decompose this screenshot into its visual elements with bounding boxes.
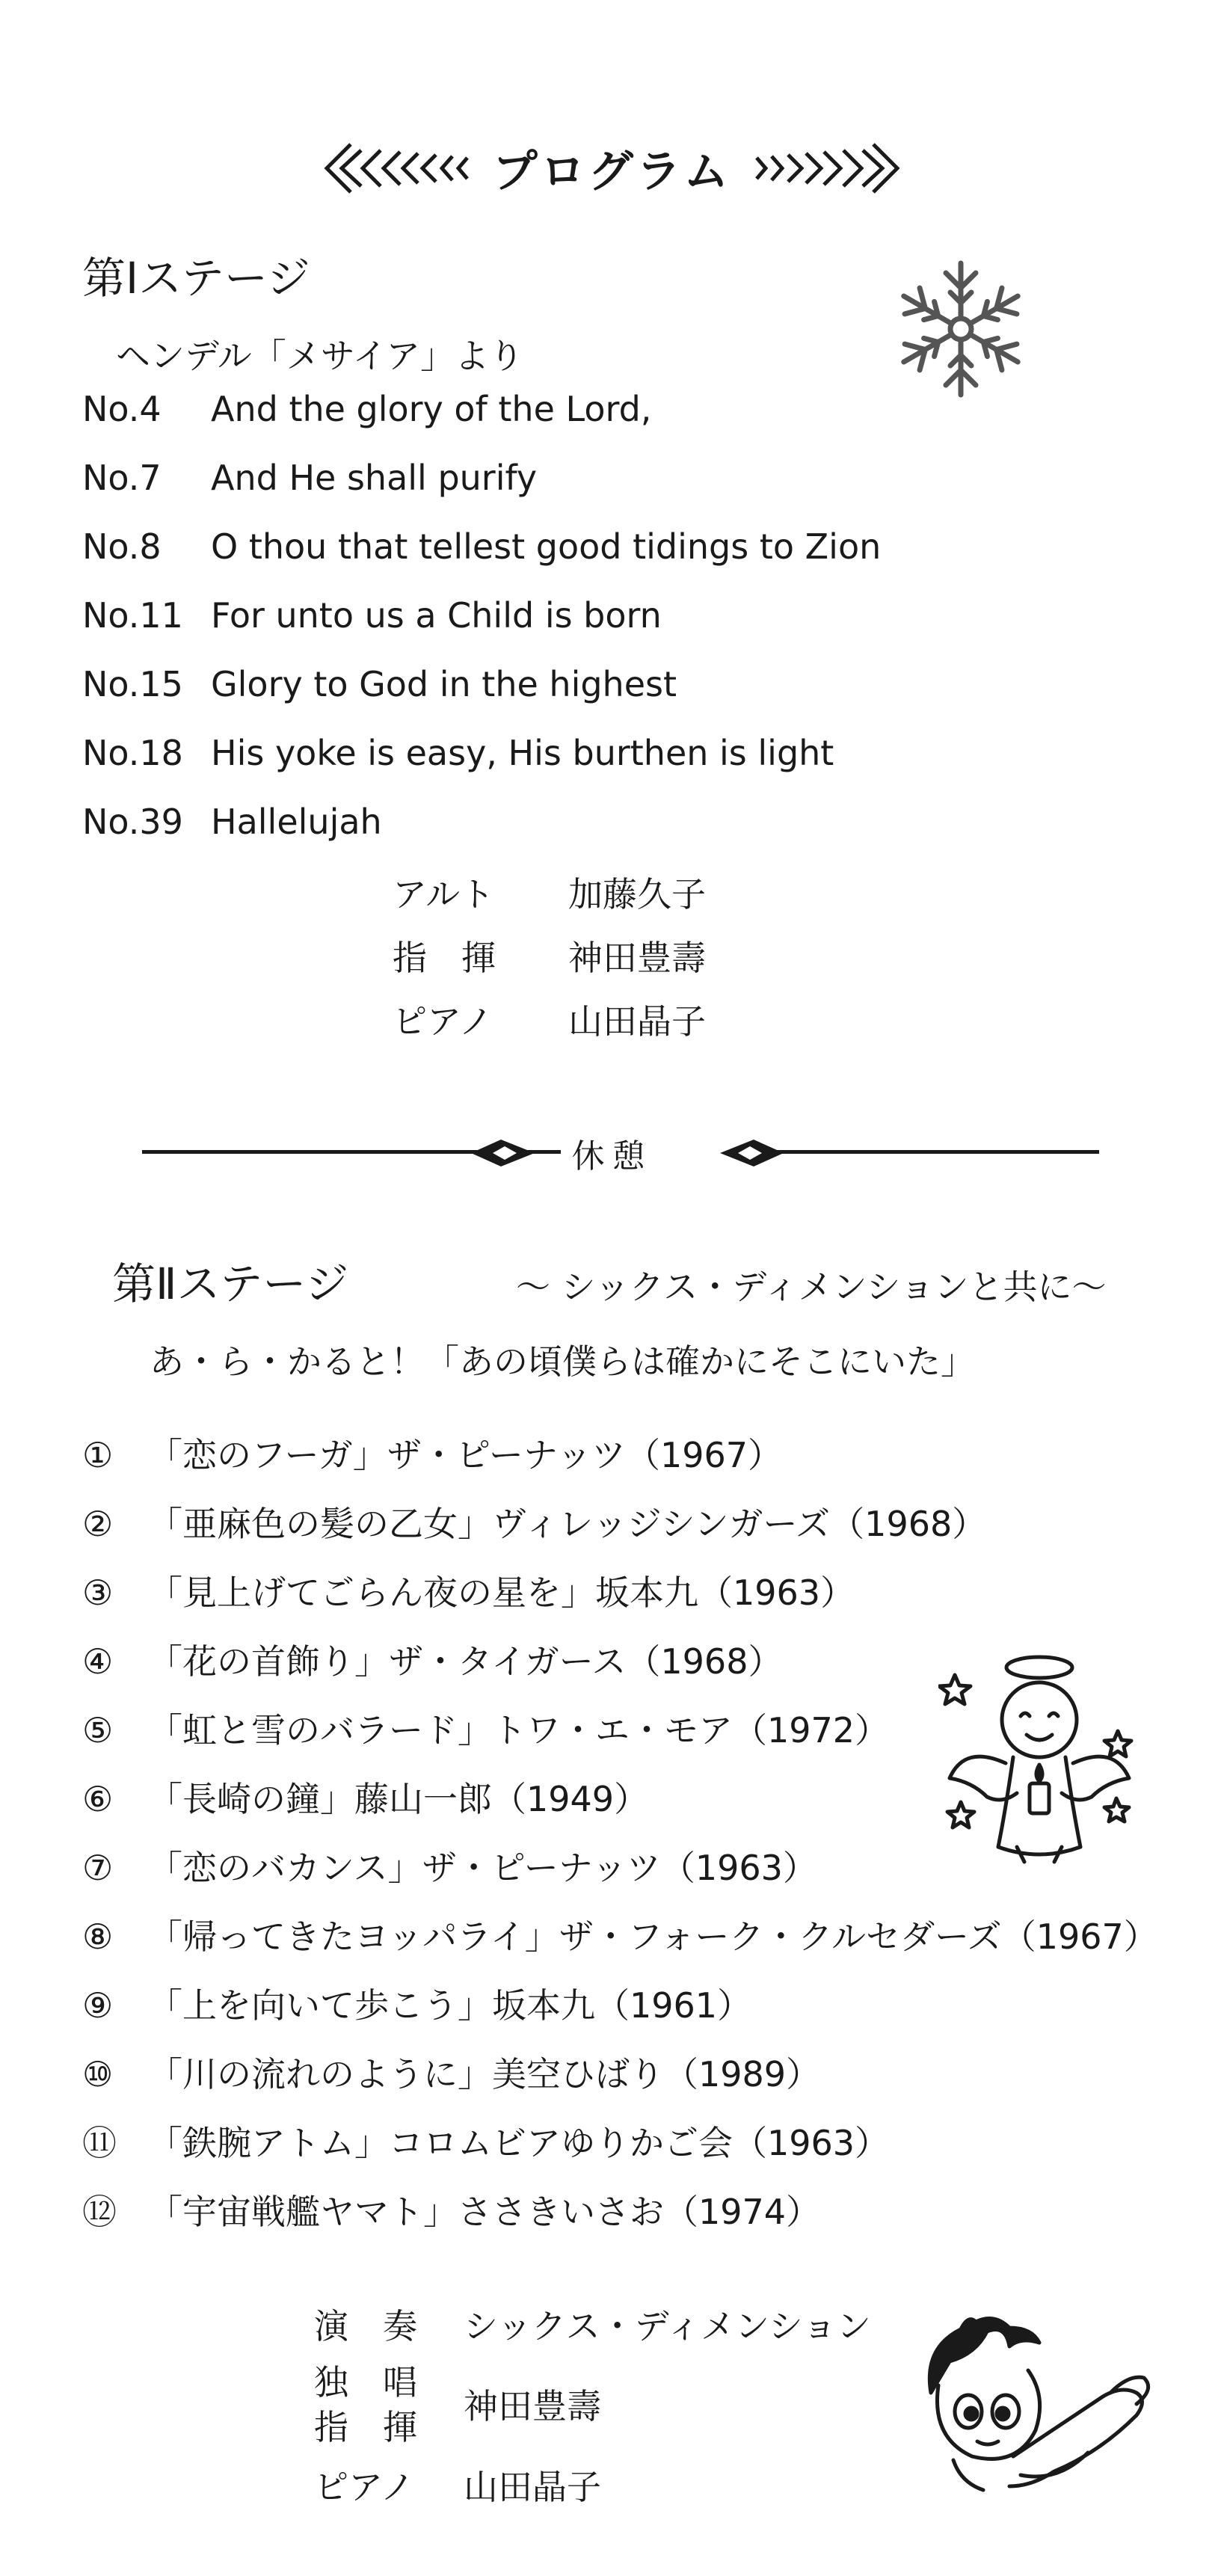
- item-title: And the glory of the Lord,: [211, 389, 652, 429]
- list-item: [82, 1497, 986, 1546]
- item-number: No.7: [82, 458, 162, 498]
- list-item: [82, 1428, 782, 1478]
- conductor-credit-role: [314, 2400, 464, 2450]
- credit-role: アルト: [393, 874, 495, 914]
- list-item: [82, 1841, 817, 1890]
- song-number: ⑨: [82, 1985, 114, 2026]
- song-number: ⑧: [82, 1916, 114, 1957]
- list-item: [82, 802, 382, 842]
- song-number: ⑦: [82, 1848, 114, 1888]
- list-item: [82, 1910, 1158, 1959]
- credit-name: 加藤久子: [568, 874, 706, 914]
- song-text: 「亜麻色の髪の乙女」ヴィレッジシンガーズ（1968）: [148, 1504, 987, 1544]
- intermission-label: 休憩: [571, 1137, 653, 1175]
- song-text: 「上を向いて歩こう」坂本九（1961）: [148, 1985, 752, 2026]
- song-number: ①: [82, 1435, 114, 1475]
- credit-role: 指 揮: [393, 938, 496, 978]
- item-title: Hallelujah: [211, 802, 382, 842]
- item-title: Glory to God in the highest: [211, 664, 677, 704]
- song-text: 「虹と雪のバラード」トワ・エ・モア（1972）: [148, 1710, 890, 1750]
- stage2-heading: 第Ⅱステージ: [112, 1258, 349, 1309]
- item-number: No.11: [82, 595, 183, 636]
- divider-line-right: [770, 1150, 1099, 1154]
- item-number: No.18: [82, 733, 183, 773]
- list-item: [82, 1566, 855, 1615]
- song-text: 「帰ってきたヨッパライ」ザ・フォーク・クルセダーズ（1967）: [148, 1916, 1158, 1957]
- song-text: 「川の流れのように」美空ひばり（1989）: [148, 2054, 821, 2094]
- credit-name: シックス・ディメンション: [464, 2306, 871, 2346]
- song-number: ⑤: [82, 1710, 114, 1750]
- astro-boy-icon: [908, 2311, 1155, 2530]
- song-text: 「恋のバカンス」ザ・ピーナッツ（1963）: [148, 1848, 817, 1888]
- list-item: [82, 1979, 751, 2028]
- list-item: [82, 1772, 648, 1822]
- angel-icon: [938, 1645, 1140, 1872]
- divider-diamond-icon: [716, 1137, 787, 1172]
- song-number: ④: [82, 1641, 114, 1682]
- list-item: [82, 2116, 889, 2165]
- song-number: ⑫: [82, 2192, 117, 2232]
- list-item: [82, 664, 677, 704]
- credit-role: 独 唱: [314, 2362, 417, 2403]
- program-title: プログラム: [492, 146, 732, 198]
- song-number: ②: [82, 1504, 114, 1544]
- credit-name: 神田豊壽: [464, 2386, 601, 2426]
- song-number: ⑩: [82, 2054, 114, 2094]
- credit-alto: [393, 867, 706, 917]
- credit-name: 神田豊壽: [568, 938, 706, 978]
- song-number: ⑪: [82, 2123, 117, 2163]
- credit-role: 演 奏: [314, 2306, 417, 2346]
- credit-conductor: [393, 931, 706, 980]
- list-item: [82, 2185, 820, 2234]
- list-item: [82, 389, 651, 429]
- credit-name: 山田晶子: [464, 2467, 601, 2507]
- item-number: No.39: [82, 802, 183, 842]
- chevrons-left-icon: [321, 138, 470, 198]
- song-text: 「花の首飾り」ザ・タイガース（1968）: [148, 1641, 783, 1682]
- song-text: 「見上げてごらん夜の星を」坂本九（1963）: [148, 1573, 855, 1613]
- item-title: His yoke is easy, His burthen is light: [211, 733, 834, 773]
- item-number: No.4: [82, 389, 162, 429]
- item-number: No.15: [82, 664, 183, 704]
- list-item: [82, 1703, 889, 1753]
- stage1-heading: 第Ⅰステージ: [82, 253, 310, 304]
- song-number: ③: [82, 1573, 114, 1613]
- credit-role: ピアノ: [314, 2467, 415, 2507]
- list-item: [82, 526, 881, 567]
- snowflake-icon: [886, 254, 1036, 407]
- list-item: [82, 458, 537, 498]
- credit-role: ピアノ: [393, 1001, 493, 1042]
- credit-role: 指 揮: [314, 2407, 417, 2447]
- piano-credit: [314, 2460, 601, 2509]
- solo-credit-role: [314, 2355, 464, 2405]
- list-item: [82, 2047, 820, 2097]
- item-number: No.8: [82, 526, 162, 567]
- list-item: [82, 733, 834, 773]
- song-text: 「恋のフーガ」ザ・ピーナッツ（1967）: [148, 1435, 783, 1475]
- stage2-theme: ～ シックス・ディメンションと共に～: [516, 1267, 1107, 1307]
- item-title: For unto us a Child is born: [211, 595, 662, 636]
- song-text: 「宇宙戦艦ヤマト」ささきいさお（1974）: [148, 2192, 821, 2232]
- credit-name: 山田晶子: [568, 1001, 706, 1042]
- ensemble-credit: [314, 2299, 871, 2349]
- list-item: [82, 1635, 782, 1684]
- song-number: ⑥: [82, 1779, 114, 1819]
- song-text: 「長崎の鐘」藤山一郎（1949）: [148, 1779, 649, 1819]
- stage1-subtitle: ヘンデル「メサイア」より: [116, 336, 524, 376]
- credit-piano: [393, 995, 706, 1044]
- program-title-banner: [0, 127, 1224, 209]
- item-title: And He shall purify: [211, 458, 538, 498]
- stage2-subtitle: あ・ら・かると！「あの頃僕らは確かにそこにいた」: [150, 1341, 975, 1382]
- chevrons-right-icon: [754, 138, 903, 198]
- list-item: [82, 595, 662, 636]
- song-text: 「鉄腕アトム」コロムビアゆりかご会（1963）: [148, 2123, 890, 2163]
- item-title: O thou that tellest good tidings to Zion: [211, 526, 882, 567]
